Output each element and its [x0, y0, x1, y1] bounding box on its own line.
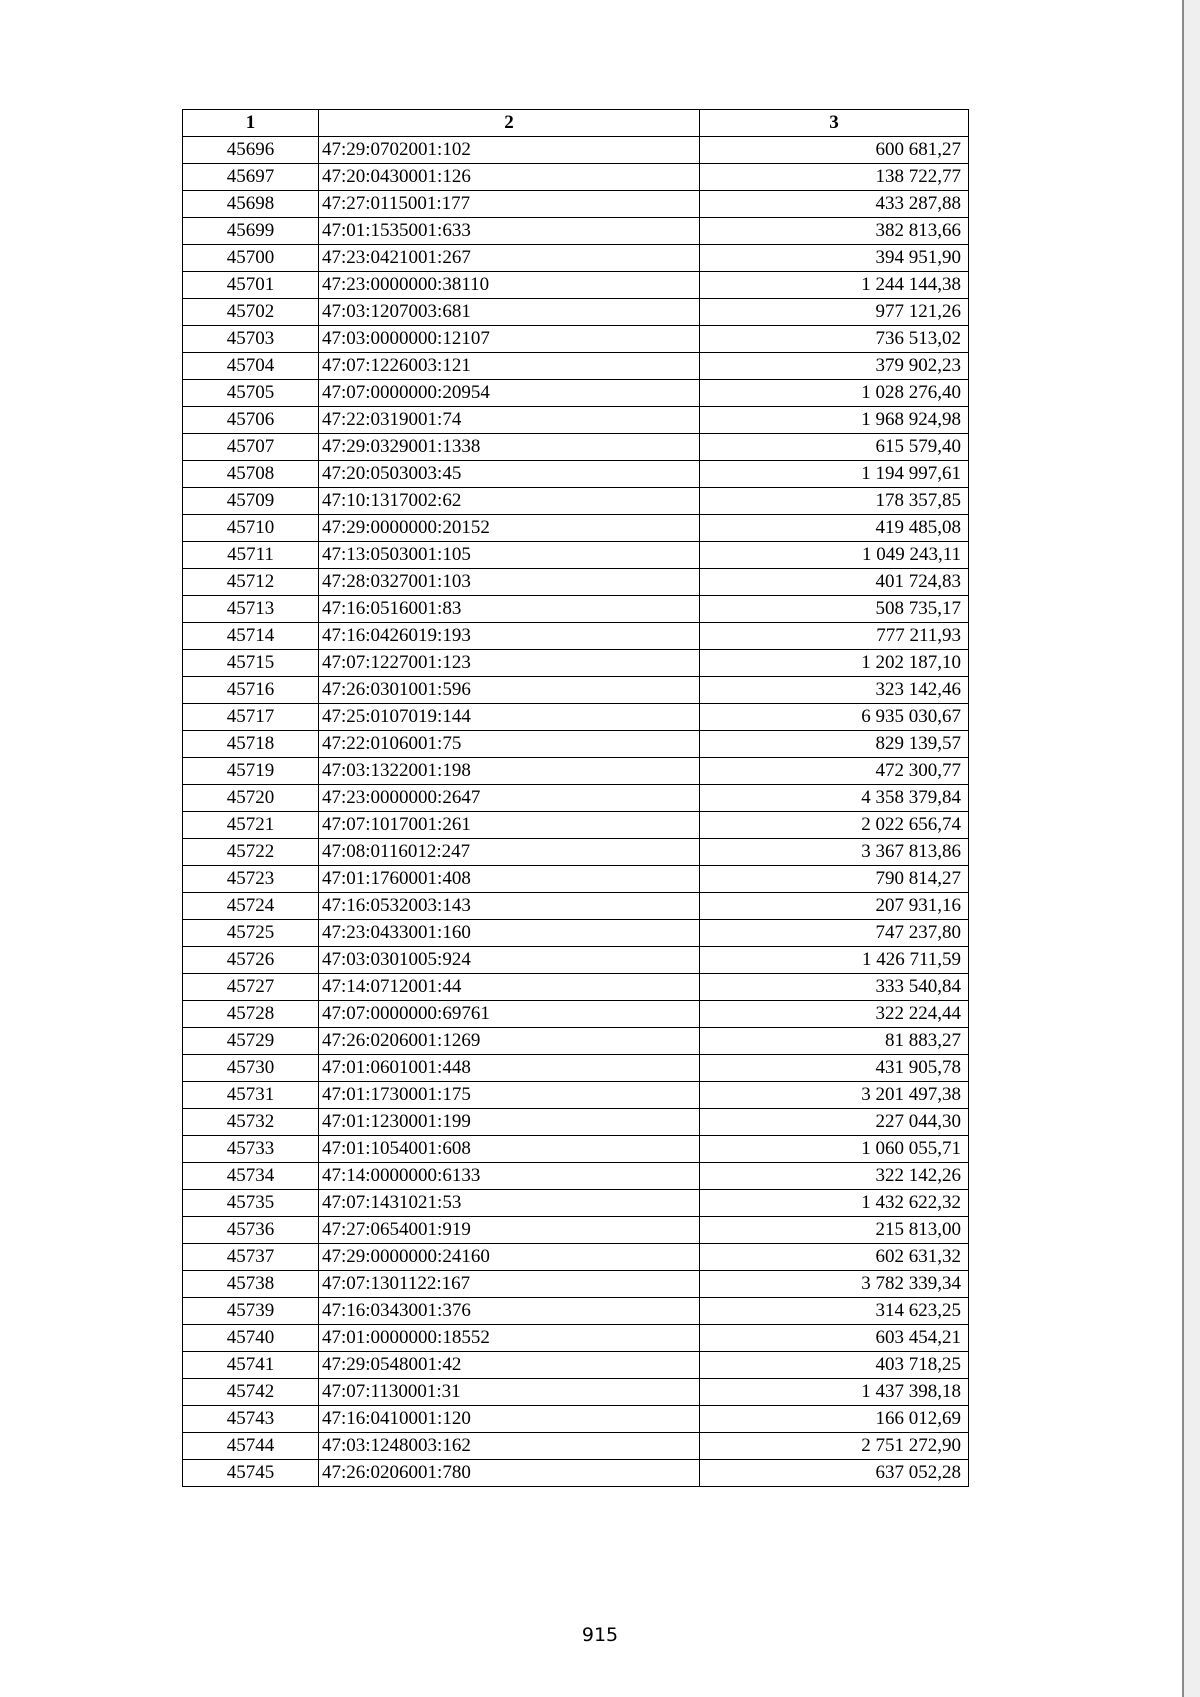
- table-row: [183, 1433, 969, 1460]
- row-number: 45742: [183, 1379, 319, 1406]
- table-row: [183, 596, 969, 623]
- table-row: [183, 947, 969, 974]
- table-row: [183, 515, 969, 542]
- cadastral-number: 47:23:0421001:267: [319, 245, 700, 272]
- row-number: 45700: [183, 245, 319, 272]
- table-row: [183, 1055, 969, 1082]
- table-row: [183, 407, 969, 434]
- value-cell: 736 513,02: [700, 326, 969, 353]
- value-cell: 1 202 187,10: [700, 650, 969, 677]
- table-row: [183, 1109, 969, 1136]
- row-number: 45741: [183, 1352, 319, 1379]
- table-row: [183, 461, 969, 488]
- row-number: 45708: [183, 461, 319, 488]
- row-number: 45705: [183, 380, 319, 407]
- cadastral-number: 47:14:0000000:6133: [319, 1163, 700, 1190]
- cadastral-number: 47:27:0654001:919: [319, 1217, 700, 1244]
- row-number: 45714: [183, 623, 319, 650]
- cadastral-number: 47:01:1230001:199: [319, 1109, 700, 1136]
- value-cell: 1 194 997,61: [700, 461, 969, 488]
- cadastral-number: 47:03:1322001:198: [319, 758, 700, 785]
- value-cell: 433 287,88: [700, 191, 969, 218]
- table-row: [183, 434, 969, 461]
- value-cell: 1 244 144,38: [700, 272, 969, 299]
- value-cell: 977 121,26: [700, 299, 969, 326]
- row-number: 45730: [183, 1055, 319, 1082]
- table-row: [183, 272, 969, 299]
- table-row: [183, 218, 969, 245]
- cadastral-number: 47:01:1760001:408: [319, 866, 700, 893]
- value-cell: 615 579,40: [700, 434, 969, 461]
- row-number: 45734: [183, 1163, 319, 1190]
- value-cell: 790 814,27: [700, 866, 969, 893]
- table-row: [183, 326, 969, 353]
- column-header-3: 3: [700, 110, 969, 137]
- cadastral-number: 47:16:0532003:143: [319, 893, 700, 920]
- cadastral-number: 47:07:1431021:53: [319, 1190, 700, 1217]
- row-number: 45735: [183, 1190, 319, 1217]
- cadastral-number: 47:29:0000000:24160: [319, 1244, 700, 1271]
- page-edge: [1182, 0, 1200, 1697]
- column-header-1: 1: [183, 110, 319, 137]
- row-number: 45744: [183, 1433, 319, 1460]
- value-cell: 322 142,26: [700, 1163, 969, 1190]
- table-row: [183, 569, 969, 596]
- cadastral-number: 47:16:0343001:376: [319, 1298, 700, 1325]
- value-cell: 1 437 398,18: [700, 1379, 969, 1406]
- row-number: 45728: [183, 1001, 319, 1028]
- table-body: [183, 137, 969, 1487]
- table-row: [183, 920, 969, 947]
- value-cell: 314 623,25: [700, 1298, 969, 1325]
- row-number: 45707: [183, 434, 319, 461]
- table-row: [183, 758, 969, 785]
- cadastral-number: 47:29:0548001:42: [319, 1352, 700, 1379]
- table-row: [183, 1406, 969, 1433]
- cadastral-number: 47:25:0107019:144: [319, 704, 700, 731]
- table-row: [183, 1082, 969, 1109]
- value-cell: 4 358 379,84: [700, 785, 969, 812]
- row-number: 45709: [183, 488, 319, 515]
- table-row: [183, 893, 969, 920]
- value-cell: 829 139,57: [700, 731, 969, 758]
- row-number: 45697: [183, 164, 319, 191]
- row-number: 45699: [183, 218, 319, 245]
- row-number: 45733: [183, 1136, 319, 1163]
- row-number: 45712: [183, 569, 319, 596]
- cadastral-number: 47:14:0712001:44: [319, 974, 700, 1001]
- value-cell: 1 049 243,11: [700, 542, 969, 569]
- table-row: [183, 1001, 969, 1028]
- cadastral-number: 47:26:0206001:1269: [319, 1028, 700, 1055]
- row-number: 45718: [183, 731, 319, 758]
- row-number: 45727: [183, 974, 319, 1001]
- value-cell: 403 718,25: [700, 1352, 969, 1379]
- cadastral-number: 47:01:1730001:175: [319, 1082, 700, 1109]
- cadastral-number: 47:23:0433001:160: [319, 920, 700, 947]
- cadastral-number: 47:28:0327001:103: [319, 569, 700, 596]
- table-row: [183, 299, 969, 326]
- value-cell: 323 142,46: [700, 677, 969, 704]
- row-number: 45696: [183, 137, 319, 164]
- cadastral-number: 47:10:1317002:62: [319, 488, 700, 515]
- cadastral-number: 47:08:0116012:247: [319, 839, 700, 866]
- row-number: 45745: [183, 1460, 319, 1487]
- cadastral-number: 47:16:0426019:193: [319, 623, 700, 650]
- row-number: 45704: [183, 353, 319, 380]
- table-row: [183, 1460, 969, 1487]
- table-header-row: [183, 110, 969, 137]
- table-row: [183, 542, 969, 569]
- value-cell: 379 902,23: [700, 353, 969, 380]
- table-row: [183, 650, 969, 677]
- table-row: [183, 1136, 969, 1163]
- value-cell: 3 782 339,34: [700, 1271, 969, 1298]
- row-number: 45731: [183, 1082, 319, 1109]
- row-number: 45726: [183, 947, 319, 974]
- table-row: [183, 1298, 969, 1325]
- row-number: 45706: [183, 407, 319, 434]
- column-header-2: 2: [319, 110, 700, 137]
- value-cell: 382 813,66: [700, 218, 969, 245]
- table-row: [183, 677, 969, 704]
- cadastral-number: 47:13:0503001:105: [319, 542, 700, 569]
- value-cell: 333 540,84: [700, 974, 969, 1001]
- table-row: [183, 488, 969, 515]
- value-cell: 166 012,69: [700, 1406, 969, 1433]
- cadastral-number: 47:22:0319001:74: [319, 407, 700, 434]
- cadastral-number: 47:03:1207003:681: [319, 299, 700, 326]
- row-number: 45721: [183, 812, 319, 839]
- table-row: [183, 245, 969, 272]
- value-cell: 3 201 497,38: [700, 1082, 969, 1109]
- cadastral-number: 47:07:0000000:69761: [319, 1001, 700, 1028]
- cadastral-number: 47:23:0000000:38110: [319, 272, 700, 299]
- table-row: [183, 1244, 969, 1271]
- cadastral-number: 47:07:0000000:20954: [319, 380, 700, 407]
- row-number: 45711: [183, 542, 319, 569]
- value-cell: 207 931,16: [700, 893, 969, 920]
- value-cell: 322 224,44: [700, 1001, 969, 1028]
- row-number: 45743: [183, 1406, 319, 1433]
- table-row: [183, 1325, 969, 1352]
- cadastral-number: 47:07:1227001:123: [319, 650, 700, 677]
- cadastral-number: 47:16:0516001:83: [319, 596, 700, 623]
- table-row: [183, 839, 969, 866]
- table-row: [183, 353, 969, 380]
- cadastral-number: 47:29:0000000:20152: [319, 515, 700, 542]
- table-row: [183, 164, 969, 191]
- table-row: [183, 1379, 969, 1406]
- row-number: 45720: [183, 785, 319, 812]
- cadastral-number: 47:20:0430001:126: [319, 164, 700, 191]
- value-cell: 637 052,28: [700, 1460, 969, 1487]
- row-number: 45738: [183, 1271, 319, 1298]
- row-number: 45703: [183, 326, 319, 353]
- table-row: [183, 1271, 969, 1298]
- cadastral-number: 47:26:0301001:596: [319, 677, 700, 704]
- cadastral-number: 47:01:1535001:633: [319, 218, 700, 245]
- data-table: [182, 109, 969, 1487]
- table-row: [183, 731, 969, 758]
- row-number: 45722: [183, 839, 319, 866]
- cadastral-number: 47:01:0000000:18552: [319, 1325, 700, 1352]
- value-cell: 472 300,77: [700, 758, 969, 785]
- cadastral-number: 47:23:0000000:2647: [319, 785, 700, 812]
- value-cell: 6 935 030,67: [700, 704, 969, 731]
- row-number: 45719: [183, 758, 319, 785]
- value-cell: 747 237,80: [700, 920, 969, 947]
- cadastral-number: 47:03:1248003:162: [319, 1433, 700, 1460]
- value-cell: 3 367 813,86: [700, 839, 969, 866]
- cadastral-number: 47:07:1226003:121: [319, 353, 700, 380]
- value-cell: 603 454,21: [700, 1325, 969, 1352]
- value-cell: 215 813,00: [700, 1217, 969, 1244]
- table-row: [183, 1163, 969, 1190]
- cadastral-number: 47:03:0301005:924: [319, 947, 700, 974]
- table-row: [183, 623, 969, 650]
- row-number: 45739: [183, 1298, 319, 1325]
- table-row: [183, 1190, 969, 1217]
- cadastral-number: 47:01:1054001:608: [319, 1136, 700, 1163]
- table-row: [183, 866, 969, 893]
- row-number: 45715: [183, 650, 319, 677]
- value-cell: 401 724,83: [700, 569, 969, 596]
- value-cell: 431 905,78: [700, 1055, 969, 1082]
- row-number: 45723: [183, 866, 319, 893]
- value-cell: 1 426 711,59: [700, 947, 969, 974]
- row-number: 45713: [183, 596, 319, 623]
- row-number: 45729: [183, 1028, 319, 1055]
- value-cell: 1 060 055,71: [700, 1136, 969, 1163]
- row-number: 45702: [183, 299, 319, 326]
- cadastral-number: 47:07:1130001:31: [319, 1379, 700, 1406]
- table-row: [183, 1217, 969, 1244]
- table-row: [183, 191, 969, 218]
- row-number: 45732: [183, 1109, 319, 1136]
- value-cell: 2 751 272,90: [700, 1433, 969, 1460]
- cadastral-number: 47:29:0329001:1338: [319, 434, 700, 461]
- row-number: 45740: [183, 1325, 319, 1352]
- value-cell: 1 432 622,32: [700, 1190, 969, 1217]
- row-number: 45737: [183, 1244, 319, 1271]
- cadastral-number: 47:27:0115001:177: [319, 191, 700, 218]
- cadastral-number: 47:22:0106001:75: [319, 731, 700, 758]
- cadastral-number: 47:26:0206001:780: [319, 1460, 700, 1487]
- value-cell: 2 022 656,74: [700, 812, 969, 839]
- table-row: [183, 812, 969, 839]
- row-number: 45710: [183, 515, 319, 542]
- value-cell: 777 211,93: [700, 623, 969, 650]
- cadastral-number: 47:16:0410001:120: [319, 1406, 700, 1433]
- table-row: [183, 137, 969, 164]
- cadastral-number: 47:07:1301122:167: [319, 1271, 700, 1298]
- value-cell: 81 883,27: [700, 1028, 969, 1055]
- table-row: [183, 974, 969, 1001]
- value-cell: 508 735,17: [700, 596, 969, 623]
- row-number: 45717: [183, 704, 319, 731]
- value-cell: 178 357,85: [700, 488, 969, 515]
- cadastral-number: 47:20:0503003:45: [319, 461, 700, 488]
- cadastral-number: 47:07:1017001:261: [319, 812, 700, 839]
- table-row: [183, 704, 969, 731]
- row-number: 45725: [183, 920, 319, 947]
- table-row: [183, 1352, 969, 1379]
- value-cell: 1 968 924,98: [700, 407, 969, 434]
- value-cell: 602 631,32: [700, 1244, 969, 1271]
- table-row: [183, 1028, 969, 1055]
- table-row: [183, 785, 969, 812]
- cadastral-number: 47:03:0000000:12107: [319, 326, 700, 353]
- cadastral-number: 47:29:0702001:102: [319, 137, 700, 164]
- page-number: 915: [581, 1624, 619, 1646]
- table-row: [183, 380, 969, 407]
- value-cell: 227 044,30: [700, 1109, 969, 1136]
- cadastral-number: 47:01:0601001:448: [319, 1055, 700, 1082]
- row-number: 45716: [183, 677, 319, 704]
- row-number: 45736: [183, 1217, 319, 1244]
- value-cell: 419 485,08: [700, 515, 969, 542]
- value-cell: 394 951,90: [700, 245, 969, 272]
- value-cell: 1 028 276,40: [700, 380, 969, 407]
- row-number: 45701: [183, 272, 319, 299]
- value-cell: 600 681,27: [700, 137, 969, 164]
- row-number: 45698: [183, 191, 319, 218]
- row-number: 45724: [183, 893, 319, 920]
- value-cell: 138 722,77: [700, 164, 969, 191]
